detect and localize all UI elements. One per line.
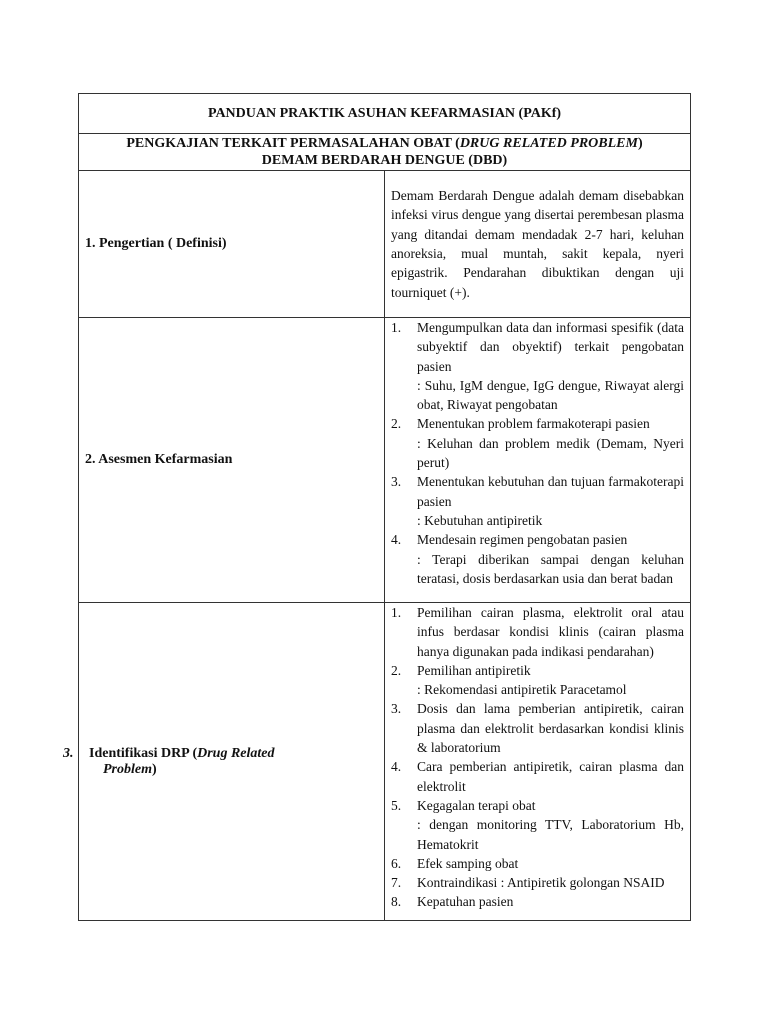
asesmen-item [391, 414, 684, 472]
drp-label-close: ) [152, 761, 157, 777]
section-row-drp [79, 603, 691, 921]
asesmen-item-detail: : Suhu, IgM dengue, IgG dengue, Riwayat alergi obat, Riwayat pengobatan [417, 377, 684, 413]
asesmen-item-text: Mengumpulkan data dan informasi spesifik (data subyektif dan obyektif) terkait pengobatan pasien [417, 320, 684, 374]
document-title: PANDUAN PRAKTIK ASUHAN KEFARMASIAN (PAKf) [79, 94, 691, 134]
section-label-drp [63, 603, 385, 921]
drp-item [391, 873, 684, 892]
drp-item-text: Kontraindikasi : Antipiretik golongan NSAID [417, 875, 665, 891]
drp-item [391, 892, 684, 911]
drp-item-detail: : dengan monitoring TTV, Laboratorium Hb, Hematokrit [417, 817, 684, 852]
section-row-asesmen [79, 318, 691, 603]
subtitle-text: PENGKAJIAN TERKAIT PERMASALAHAN OBAT ( [126, 136, 460, 151]
drp-label-italic: Drug Related [197, 745, 275, 761]
asesmen-item-detail: : Keluhan dan problem medik (Demam, Nyeri perut) [417, 435, 684, 471]
drp-label-italic-2: Problem [103, 761, 152, 777]
drp-item-text: Efek samping obat [417, 855, 519, 871]
section-content-drp [385, 603, 691, 921]
asesmen-item-number: 3. [391, 474, 402, 490]
drp-label [63, 745, 384, 778]
drp-item-text: Kegagalan terapi obat [417, 797, 536, 813]
asesmen-item-number: 1. [391, 320, 402, 335]
asesmen-item-number: 4. [391, 532, 402, 548]
document-subtitle [79, 134, 691, 171]
section-label-pengertian: 1. Pengertian ( Definisi) [79, 171, 385, 318]
section-label-asesmen: 2. Asesmen Kefarmasian [79, 318, 385, 603]
drp-item-detail: : Rekomendasi antipiretik Paracetamol [417, 682, 627, 698]
asesmen-item [391, 472, 684, 530]
asesmen-item-detail: : Terapi diberikan sampai dengan keluhan teratasi, dosis berdasarkan usia dan berat badan [417, 551, 684, 586]
drp-item-text: Pemilihan cairan plasma, elektrolit oral atau infus berdasar kondisi klinis (cairan plasma hanya digunakan pada indikasi pendarahan) [417, 605, 684, 659]
drp-item-text: Cara pemberian antipiretik, cairan plasma dan elektrolit [417, 759, 684, 794]
drp-label-text: Identifikasi DRP ( [89, 745, 198, 761]
asesmen-list [391, 318, 684, 588]
drp-item-number: 1. [391, 605, 402, 620]
section-row-pengertian [79, 171, 691, 318]
drp-item-text: Kepatuhan pasien [417, 894, 514, 910]
drp-number: 3. [63, 745, 74, 761]
drp-item-number: 5. [391, 797, 402, 813]
section-content-asesmen [385, 318, 691, 603]
drp-item-text: Pemilihan antipiretik [417, 662, 531, 678]
drp-item-number: 7. [391, 875, 402, 891]
subtitle-italic-text: DRUG RELATED PROBLEM [459, 136, 638, 151]
drp-item-text: Dosis dan lama pemberian antipiretik, cairan plasma dan elektrolit berdasarkan kondisi klinis & laboratorium [417, 701, 684, 756]
drp-item [391, 796, 684, 854]
drp-item-number: 4. [391, 759, 402, 775]
drp-item [391, 854, 684, 873]
definition-text: Demam Berdarah Dengue adalah demam disebabkan infeksi virus dengue yang disertai perembesan plasma yang ditandai demam mendadak 2-7 hari, keluhan anoreksia, mual muntah, sakit kepala, nyeri epigastrik. Pendarahan dibuktikan dengan uji tourniquet (+). [391, 188, 684, 300]
drp-item-number: 6. [391, 855, 402, 871]
subtitle-close: ) [637, 136, 643, 151]
asesmen-item-detail: : Kebutuhan antipiretik [417, 512, 543, 528]
drp-item-number: 2. [391, 662, 402, 678]
drp-item [391, 603, 684, 661]
asesmen-item-number: 2. [391, 416, 402, 432]
asesmen-item-text: Menentukan problem farmakoterapi pasien [417, 416, 650, 432]
pakf-table [63, 93, 691, 921]
asesmen-item-text: Mendesain regimen pengobatan pasien [417, 532, 628, 548]
drp-item-number: 8. [391, 894, 402, 910]
asesmen-item [391, 530, 684, 588]
section-content-pengertian [385, 171, 691, 318]
drp-list [391, 603, 684, 912]
drp-item [391, 757, 684, 796]
asesmen-item [391, 318, 684, 414]
drp-item [391, 661, 684, 700]
asesmen-item-text: Menentukan kebutuhan dan tujuan farmakoterapi pasien [417, 474, 684, 509]
subtitle-line2: DEMAM BERDARAH DENGUE (DBD) [261, 153, 508, 168]
drp-item [391, 699, 684, 757]
drp-item-number: 3. [391, 701, 402, 717]
